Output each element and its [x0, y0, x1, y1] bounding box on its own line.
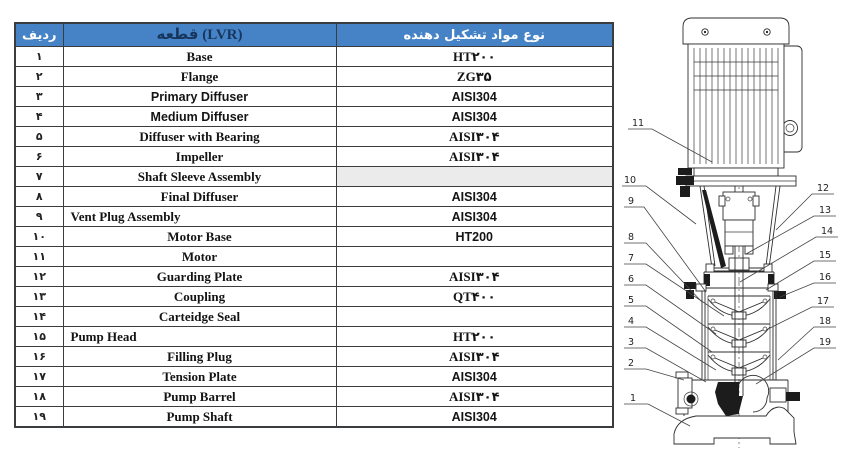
material-cell: AISI۳۰۴ — [336, 267, 613, 287]
table-row — [15, 107, 613, 127]
part-name-cell: Coupling — [63, 287, 336, 307]
material-cell: ZG۳۵ — [336, 67, 613, 87]
callout-9: 9 — [628, 196, 635, 207]
part-name-cell: Flange — [63, 67, 336, 87]
table-row — [15, 127, 613, 147]
callout-1: 1 — [630, 393, 637, 404]
callout-14: 14 — [821, 226, 834, 237]
callout-13: 13 — [819, 205, 832, 216]
row-number-cell: ۲ — [15, 67, 63, 87]
material-cell: AISI304 — [336, 407, 613, 428]
callout-6: 6 — [628, 274, 635, 285]
material-cell: AISI۳۰۴ — [336, 387, 613, 407]
row-number-cell: ۱۵ — [15, 327, 63, 347]
material-cell: AISI304 — [336, 87, 613, 107]
table-row — [15, 347, 613, 367]
row-number-cell: ۱۲ — [15, 267, 63, 287]
motor-top-cap — [683, 18, 789, 44]
pump-drawing — [620, 0, 850, 450]
material-cell — [336, 307, 613, 327]
callout-16: 16 — [819, 272, 832, 283]
parts-table-body — [15, 47, 613, 428]
row-number-cell: ۱۸ — [15, 387, 63, 407]
row-number-cell: ۸ — [15, 187, 63, 207]
material-cell: HT200 — [336, 227, 613, 247]
row-number-cell: ۱۱ — [15, 247, 63, 267]
material-cell: AISI304 — [336, 367, 613, 387]
table-row — [15, 247, 613, 267]
row-number-cell: ۱۶ — [15, 347, 63, 367]
materials-table — [14, 22, 614, 428]
pump-diagram — [620, 0, 850, 450]
material-cell — [336, 247, 613, 267]
material-cell — [336, 167, 613, 187]
cable-gland — [783, 121, 798, 136]
row-number-cell: ۹ — [15, 207, 63, 227]
callout-15: 15 — [819, 250, 832, 261]
part-name-cell: Pump Shaft — [63, 407, 336, 428]
row-number-cell: ۱۷ — [15, 367, 63, 387]
callout-11: 11 — [632, 118, 645, 129]
callout-3: 3 — [628, 337, 635, 348]
coupling-lower — [725, 220, 753, 246]
row-number-cell: ۶ — [15, 147, 63, 167]
row-number-cell: ۱۴ — [15, 307, 63, 327]
part-name-cell: Motor — [63, 247, 336, 267]
callout-12: 12 — [817, 183, 830, 194]
callout-7: 7 — [628, 253, 635, 264]
part-name-cell: Base — [63, 47, 336, 67]
table-row — [15, 147, 613, 167]
table-row — [15, 407, 613, 428]
part-name-cell: Final Diffuser — [63, 187, 336, 207]
row-number-cell: ۷ — [15, 167, 63, 187]
header-material-type: نوع مواد تشکیل دهنده — [336, 23, 613, 47]
row-number-cell: ۱ — [15, 47, 63, 67]
part-name-cell: Impeller — [63, 147, 336, 167]
table-row — [15, 187, 613, 207]
callout-2: 2 — [628, 358, 635, 369]
table-row — [15, 67, 613, 87]
header-part-name: قطعه (LVR) — [63, 23, 336, 47]
table-row — [15, 287, 613, 307]
callout-5: 5 — [628, 295, 635, 306]
part-name-cell: Primary Diffuser — [63, 87, 336, 107]
callout-19: 19 — [819, 337, 832, 348]
part-name-cell: Pump Head — [63, 327, 336, 347]
row-number-cell: ۵ — [15, 127, 63, 147]
callout-4: 4 — [628, 316, 635, 327]
header-row — [15, 23, 613, 47]
table-row — [15, 207, 613, 227]
drain-flange — [770, 388, 786, 402]
material-cell: AISI۳۰۴ — [336, 347, 613, 367]
part-name-cell: Motor Base — [63, 227, 336, 247]
material-cell: AISI304 — [336, 187, 613, 207]
part-name-cell: Shaft Sleeve Assembly — [63, 167, 336, 187]
callout-10: 10 — [624, 175, 637, 186]
materials-table-header — [15, 23, 613, 47]
table-row — [15, 167, 613, 187]
table-row — [15, 327, 613, 347]
material-cell: QT۴۰۰ — [336, 287, 613, 307]
part-name-cell: Medium Diffuser — [63, 107, 336, 127]
callout-18: 18 — [819, 316, 832, 327]
row-number-cell: ۳ — [15, 87, 63, 107]
table-row — [15, 387, 613, 407]
table-row — [15, 227, 613, 247]
part-name-cell: Diffuser with Bearing — [63, 127, 336, 147]
part-name-cell: Guarding Plate — [63, 267, 336, 287]
table-row — [15, 307, 613, 327]
coupling-upper — [723, 192, 755, 220]
row-number-cell: ۱۰ — [15, 227, 63, 247]
part-name-cell: Filling Plug — [63, 347, 336, 367]
header-row-number: ردیف — [15, 23, 63, 47]
table-row — [15, 267, 613, 287]
table-row — [15, 87, 613, 107]
part-name-cell: Pump Barrel — [63, 387, 336, 407]
callout-17: 17 — [817, 296, 830, 307]
material-cell: AISI۳۰۴ — [336, 147, 613, 167]
row-number-cell: ۴ — [15, 107, 63, 127]
table-row — [15, 367, 613, 387]
suction-flange — [676, 372, 688, 378]
material-cell: AISI304 — [336, 207, 613, 227]
material-cell: HT۲۰۰ — [336, 327, 613, 347]
material-cell: AISI۳۰۴ — [336, 127, 613, 147]
volute-section — [715, 382, 739, 416]
part-name-cell: Vent Plug Assembly — [63, 207, 336, 227]
table-row — [15, 47, 613, 67]
part-name-cell: Carteidge Seal — [63, 307, 336, 327]
material-cell: AISI304 — [336, 107, 613, 127]
part-name-cell: Tension Plate — [63, 367, 336, 387]
callout-8: 8 — [628, 232, 635, 243]
material-cell: HT۲۰۰ — [336, 47, 613, 67]
row-number-cell: ۱۳ — [15, 287, 63, 307]
row-number-cell: ۱۹ — [15, 407, 63, 428]
